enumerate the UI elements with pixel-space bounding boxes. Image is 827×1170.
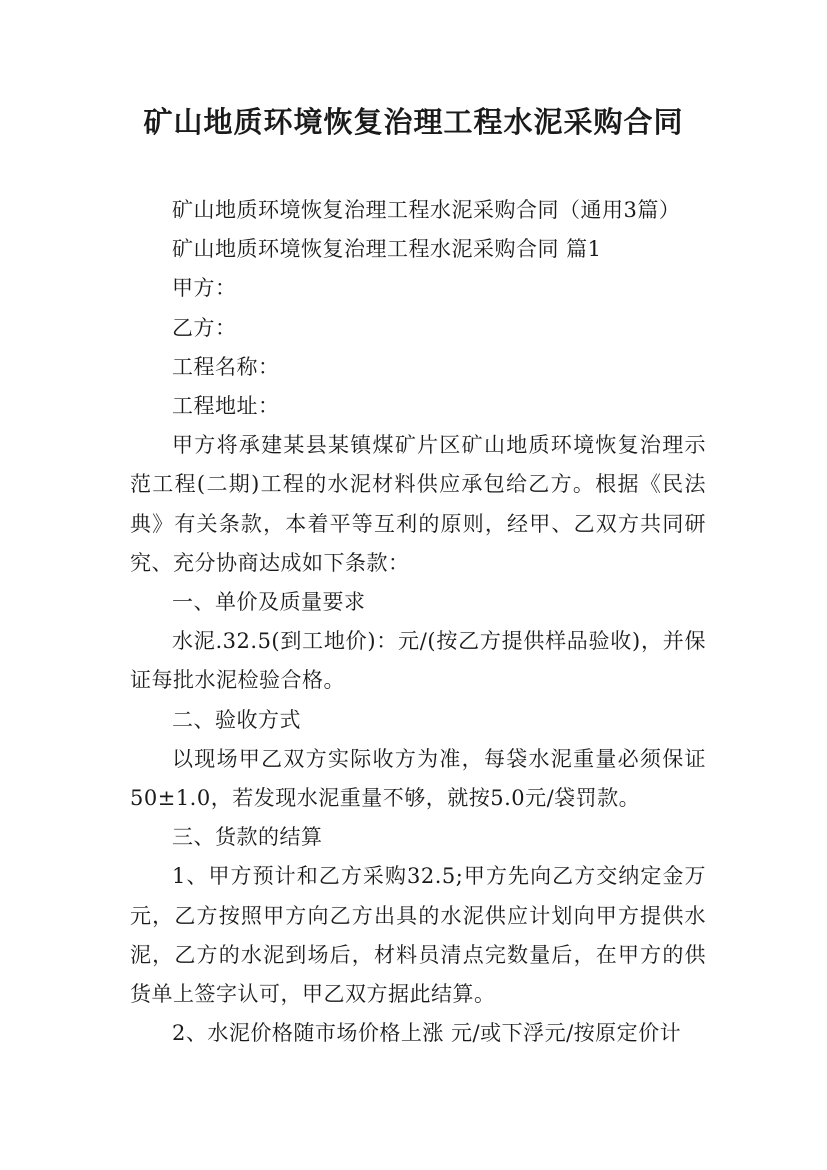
project-name-line: 工程名称： xyxy=(172,354,280,379)
paragraph-settlement-2: 2、水泥价格随市场价格上涨 元/或下浮元/按原定价计 xyxy=(172,1021,682,1046)
section-heading-settlement: 三、货款的结算 xyxy=(172,825,323,850)
project-address-line: 工程地址： xyxy=(172,394,280,419)
document-title: 矿山地质环境恢复治理工程水泥采购合同 xyxy=(143,105,684,139)
paragraph-acceptance: 以现场甲乙双方实际收方为准，每袋水泥重量必须保证50±1.0，若发现水泥重量不够，就按5.0元/袋罚款。 xyxy=(130,746,706,811)
document-body xyxy=(130,191,706,1053)
section-heading-acceptance: 二、验收方式 xyxy=(172,707,301,732)
section-heading-price-quality: 一、单价及质量要求 xyxy=(172,590,366,615)
paragraph-settlement-1: 1、甲方预计和乙方采购32.5;甲方先向乙方交纳定金万元，乙方按照甲方向乙方出具的水泥供应计划向甲方提供水泥，乙方的水泥到场后，材料员清点完数量后，在甲方的供货单上签字认可，甲乙双方据此结算。 xyxy=(130,864,706,1007)
party-b-line: 乙方： xyxy=(172,315,237,340)
paragraph-part-heading: 矿山地质环境恢复治理工程水泥采购合同 篇1 xyxy=(172,237,602,262)
paragraph-intro: 甲方将承建某县某镇煤矿片区矿山地质环境恢复治理示范工程(二期)工程的水泥材料供应承包给乙方。根据《民法典》有关条款，本着平等互利的原则，经甲、乙双方共同研究、充分协商达成如下条款： xyxy=(130,433,706,575)
paragraph-price-quality: 水泥.32.5(到工地价)：元/(按乙方提供样品验收)，并保证每批水泥检验合格。 xyxy=(130,629,706,693)
party-a-line: 甲方： xyxy=(172,276,237,301)
paragraph-subtitle: 矿山地质环境恢复治理工程水泥采购合同（通用3篇） xyxy=(172,198,681,222)
